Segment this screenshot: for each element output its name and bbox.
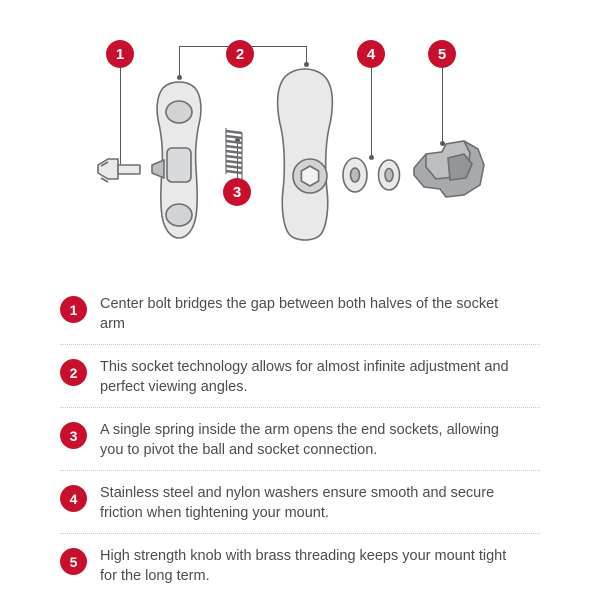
- legend-badge-label-2: 2: [69, 364, 78, 381]
- part-socket-arm-half-right: [278, 69, 333, 240]
- legend-badge-label-3: 3: [69, 427, 78, 444]
- legend-badge-3: [60, 422, 87, 449]
- part-stainless-washer: [343, 158, 367, 192]
- diagram-area: [0, 0, 600, 275]
- legend-text-4: Stainless steel and nylon washers ensure smooth and secure friction when tightening your mount.: [100, 485, 495, 521]
- callout-label-5: 5: [437, 45, 447, 63]
- callout-label-4: 4: [366, 45, 376, 63]
- legend-item-5: [60, 534, 540, 596]
- legend-text-1: Center bolt bridges the gap between both halves of the socket arm: [100, 296, 499, 332]
- legend-text-2: This socket technology allows for almost infinite adjustment and perfect viewing angles.: [100, 359, 509, 395]
- part-nylon-washer: [379, 160, 400, 190]
- legend-item-2: [60, 345, 540, 408]
- legend-item-1: [60, 282, 540, 345]
- legend-badge-label-4: 4: [69, 490, 78, 507]
- legend-item-4: [60, 471, 540, 534]
- legend-text-3: A single spring inside the arm opens the end sockets, allowing you to pivot the ball and socket connection.: [100, 422, 499, 458]
- callout-label-3: 3: [232, 183, 242, 201]
- callout-label-1: 1: [115, 45, 125, 63]
- legend-badge-2: [60, 359, 87, 386]
- callout-badge-2: [226, 40, 254, 68]
- callout-badge-4: [357, 40, 385, 68]
- legend-badge-5: [60, 548, 87, 575]
- legend-item-3: [60, 408, 540, 471]
- callout-badge-5: [428, 40, 456, 68]
- legend-text-5: High strength knob with brass threading keeps your mount tight for the long term.: [100, 548, 507, 584]
- callout-label-2: 2: [235, 45, 245, 63]
- legend-badge-label-5: 5: [69, 553, 78, 570]
- legend-list: [60, 282, 540, 596]
- part-socket-arm-half-left: [152, 82, 201, 238]
- callout-badge-1: [106, 40, 134, 68]
- callout-badge-3: [223, 178, 251, 206]
- part-knob: [414, 141, 484, 197]
- legend-badge-1: [60, 296, 87, 323]
- part-center-bolt: [98, 159, 140, 182]
- legend-badge-4: [60, 485, 87, 512]
- parts-illustration: [0, 0, 600, 275]
- legend-badge-label-1: 1: [69, 301, 78, 318]
- part-spring: [226, 128, 242, 179]
